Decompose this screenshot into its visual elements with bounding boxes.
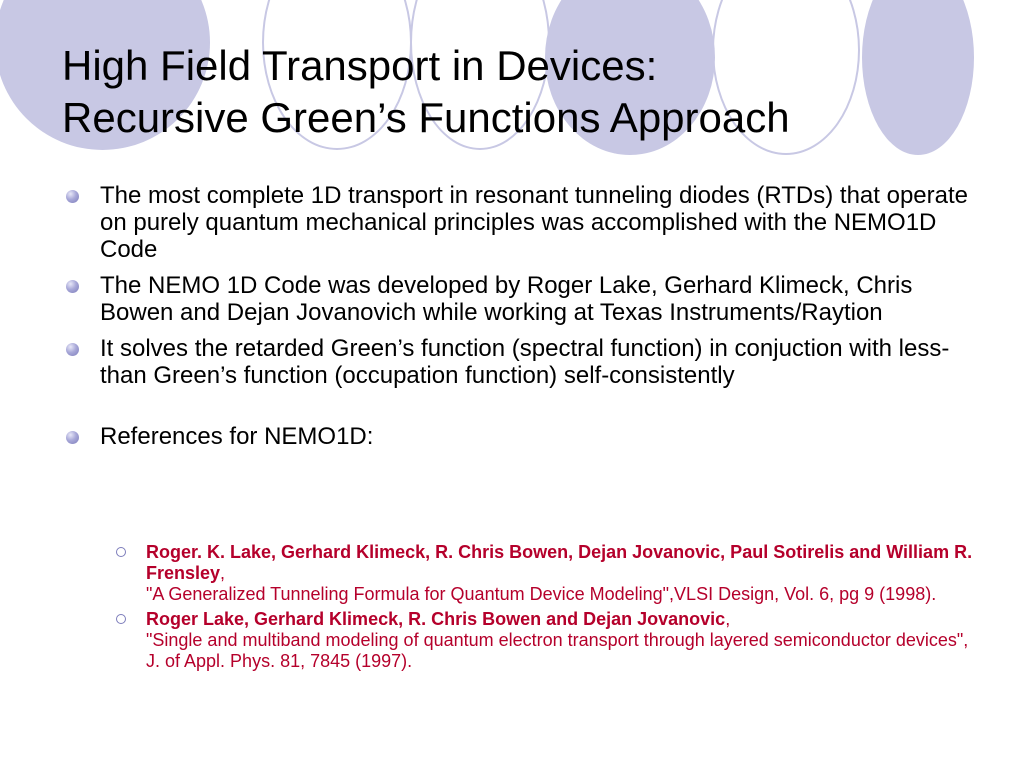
bullet-text: It solves the retarded Green’s function (spectral function) in conjuction with less-than Green’s function (occupation function) self-consistently <box>100 335 950 389</box>
bullet-dot-icon <box>66 343 79 356</box>
bullet-item <box>64 335 974 389</box>
reference-item <box>113 609 973 672</box>
bullet-dot-icon <box>66 190 79 203</box>
reference-citation: "A Generalized Tunneling Formula for Quantum Device Modeling",VLSI Design, Vol. 6, pg 9 (1998). <box>146 584 937 604</box>
reference-list <box>113 542 973 676</box>
reference-citation: "Single and multiband modeling of quantum electron transport through layered semiconductor devices", J. of Appl. Phys. 81, 7845 (1997). <box>146 630 969 671</box>
bullet-dot-icon <box>66 280 79 293</box>
slide-title <box>62 40 1002 144</box>
reference-separator: , <box>725 609 731 629</box>
bullet-text: The most complete 1D transport in resonant tunneling diodes (RTDs) that operate on purely quantum mechanical principles was accomplished with the NEMO1D Code <box>100 182 969 263</box>
bullet-item <box>64 423 974 450</box>
title-line-2: Recursive Green’s Functions Approach <box>62 94 790 141</box>
bullet-text: References for NEMO1D: <box>100 423 374 450</box>
title-line-1: High Field Transport in Devices: <box>62 42 658 89</box>
bullet-item <box>64 182 974 263</box>
bullet-text: The NEMO 1D Code was developed by Roger Lake, Gerhard Klimeck, Chris Bowen and Dejan Jovanovich while working at Texas Instruments/Raytion <box>100 272 913 326</box>
reference-item <box>113 542 973 605</box>
bullet-item <box>64 272 974 326</box>
hollow-bullet-icon <box>116 614 126 624</box>
bullet-list <box>64 182 974 459</box>
reference-separator: , <box>220 563 226 583</box>
hollow-bullet-icon <box>116 547 126 557</box>
reference-authors: Roger. K. Lake, Gerhard Klimeck, R. Chris Bowen, Dejan Jovanovic, Paul Sotirelis and William R. Frensley <box>146 542 973 583</box>
reference-authors: Roger Lake, Gerhard Klimeck, R. Chris Bowen and Dejan Jovanovic <box>146 609 726 629</box>
bullet-dot-icon <box>66 431 79 444</box>
